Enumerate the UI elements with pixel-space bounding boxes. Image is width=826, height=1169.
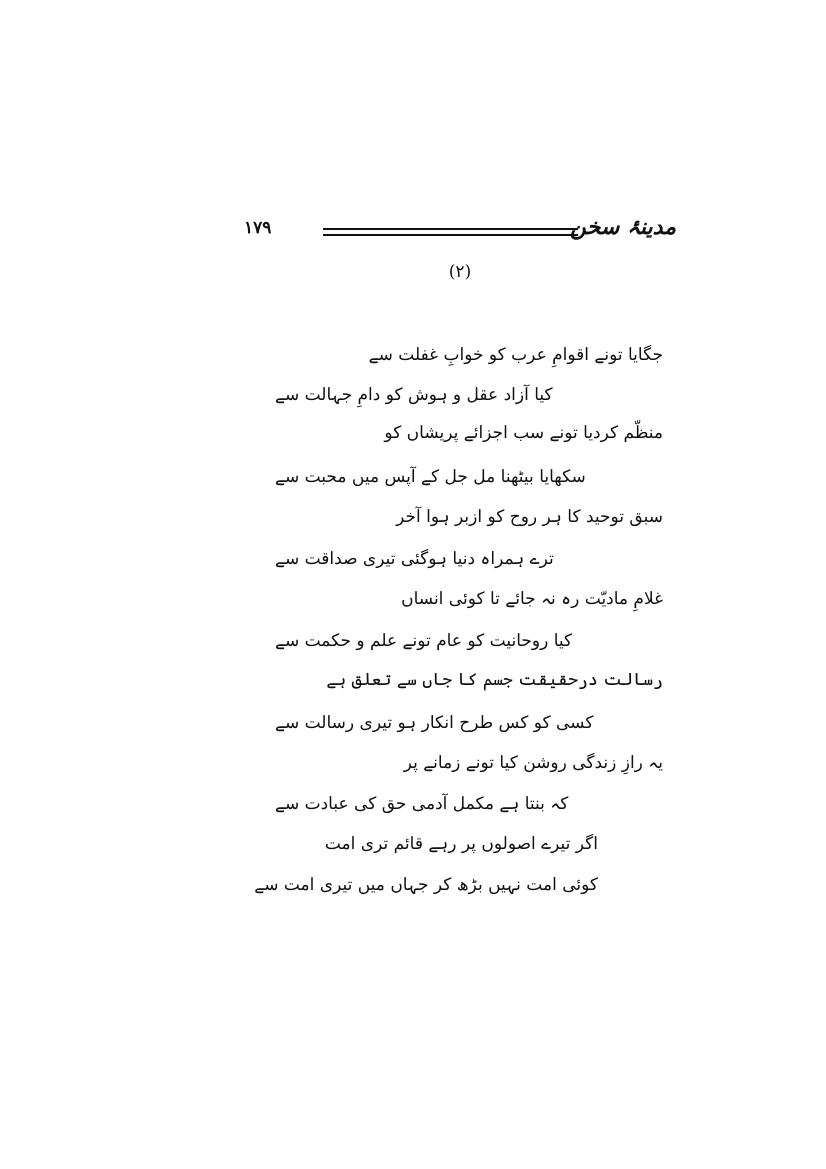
- verse-line: کیا آزاد عقل و ہوش کو دامِ جہالت سے: [275, 385, 553, 405]
- verse-line: جگایا تونے اقوامِ عرب کو خوابِ غفلت سے: [368, 345, 663, 365]
- verse-line: رسالت درحقیقت جسم کا جاں سے تعلق ہے: [326, 670, 663, 690]
- book-title: مدینۂ سخن: [569, 214, 676, 240]
- verse-line: یہ رازِ زندگی روشن کیا تونے زمانے پر: [403, 753, 663, 773]
- verse-line: غلامِ مادیّت رہ نہ جائے تا کوئی انساں: [401, 589, 663, 609]
- verse-line: کوئی امت نہیں بڑھ کر جہاں میں تیری امت سے: [254, 875, 598, 895]
- header-rule-bottom: [323, 234, 578, 236]
- verse-line: کسی کو کس طرح انکار ہو تیری رسالت سے: [275, 713, 594, 733]
- verse-line: کہ بنتا ہے مکمل آدمی حق کی عبادت سے: [275, 794, 569, 814]
- page-number: ۱۷۹: [244, 218, 272, 238]
- verse-line: کیا روحانیت کو عام تونے علم و حکمت سے: [275, 631, 573, 651]
- header-rule-top: [323, 228, 578, 230]
- section-number: (۲): [448, 262, 472, 282]
- verse-line: منظّم کردیا تونے سب اجزائے پریشاں کو: [384, 423, 663, 443]
- verse-line: اگر تیرے اصولوں پر رہے قائم تری امت: [324, 834, 598, 854]
- verse-line: سبق توحید کا ہر روح کو ازبر ہوا آخر: [396, 507, 663, 527]
- verse-line: ترے ہمراہ دنیا ہوگئی تیری صداقت سے: [275, 549, 554, 569]
- verse-line: سکھایا بیٹھنا مل جل کے آپس میں محبت سے: [275, 467, 586, 487]
